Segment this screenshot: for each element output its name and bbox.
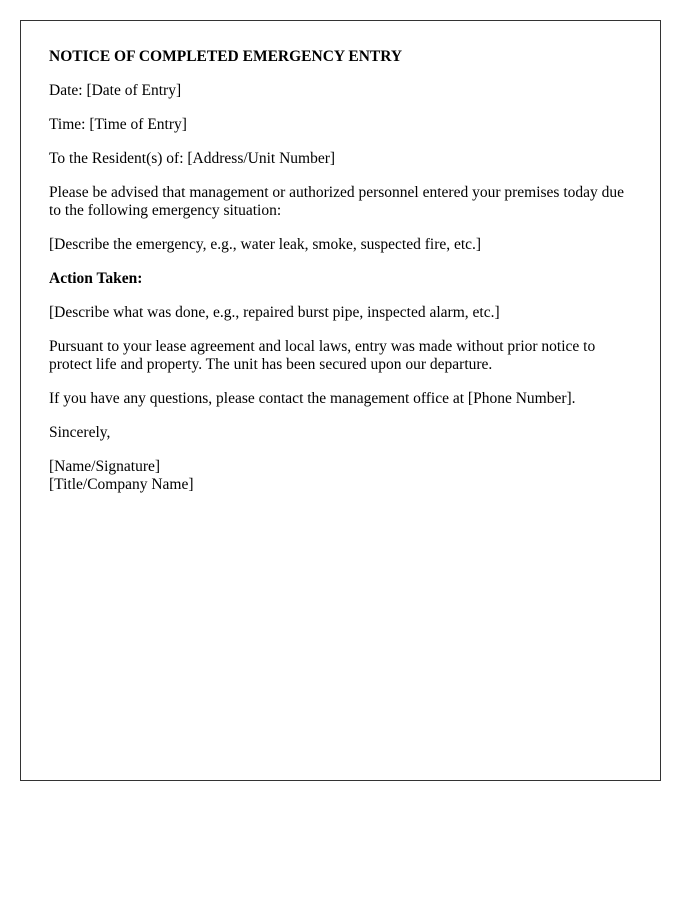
notice-title: NOTICE OF COMPLETED EMERGENCY ENTRY bbox=[49, 48, 403, 65]
emergency-description: [Describe the emergency, e.g., water leak, smoke, suspected fire, etc.] bbox=[49, 236, 482, 253]
intro-paragraph: Please be advised that management or authorized personnel entered your premises today due to the following emergency situation: bbox=[49, 184, 625, 219]
notice-letter bbox=[20, 20, 661, 781]
legal-paragraph: Pursuant to your lease agreement and local laws, entry was made without prior notice to protect life and property. The unit has been secured upon our departure. bbox=[49, 338, 596, 373]
contact-paragraph: If you have any questions, please contact the management office at [Phone Number]. bbox=[49, 390, 576, 407]
recipient-line: To the Resident(s) of: [Address/Unit Number] bbox=[49, 150, 336, 167]
signature-title: [Title/Company Name] bbox=[49, 476, 194, 493]
action-taken-heading: Action Taken: bbox=[49, 270, 143, 287]
time-line: Time: [Time of Entry] bbox=[49, 116, 187, 133]
action-description: [Describe what was done, e.g., repaired burst pipe, inspected alarm, etc.] bbox=[49, 304, 500, 321]
signature-name: [Name/Signature] bbox=[49, 458, 161, 475]
date-line: Date: [Date of Entry] bbox=[49, 82, 182, 99]
closing: Sincerely, bbox=[49, 424, 111, 441]
